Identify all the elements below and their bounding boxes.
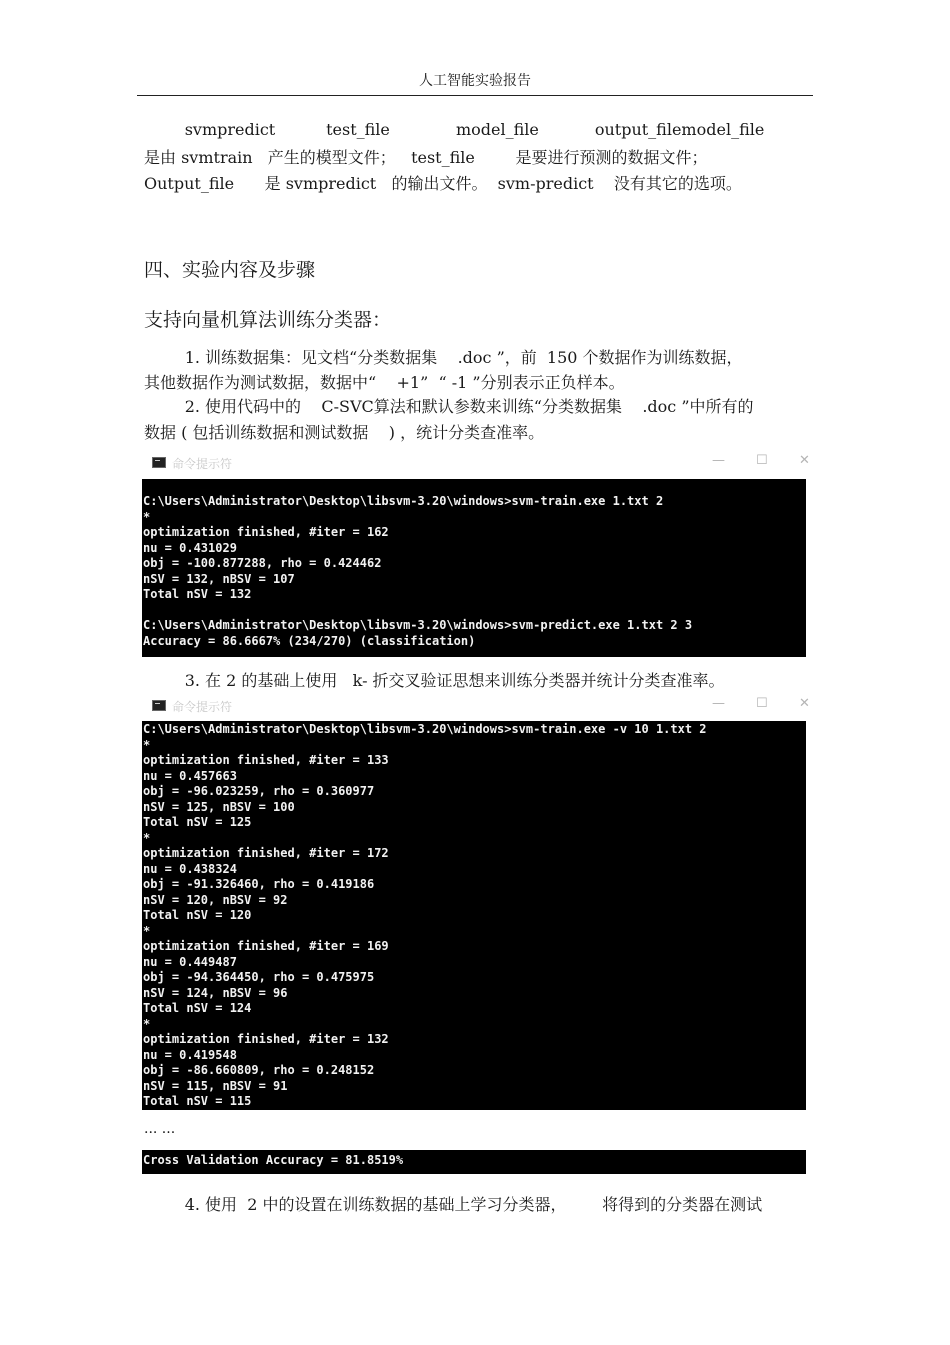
step-2-line-2: 数据 ( 包括训练数据和测试数据 ) ，统计分类查准率。	[144, 423, 545, 442]
console-line: Total nSV = 132	[143, 587, 252, 601]
console-output-train-predict	[142, 479, 806, 657]
console-line: obj = -91.326460, rho = 0.419186	[143, 877, 375, 891]
step-1-line-2: 其他数据作为测试数据，数据中“ +1” “ -1 ”分别表示正负样本。	[144, 373, 625, 392]
console-line: nu = 0.419548	[143, 1047, 237, 1062]
window-title: 命令提示符	[172, 700, 233, 714]
maximize-icon[interactable]: ☐	[756, 696, 768, 711]
console-window-titlebar	[142, 451, 810, 477]
minimize-icon[interactable]: —	[712, 696, 725, 711]
console-line: optimization finished, #iter = 169	[143, 939, 389, 953]
command-prompt-icon	[152, 700, 166, 711]
console-line: Total nSV = 115	[143, 1094, 252, 1108]
section-subheading: 支持向量机算法训练分类器：	[144, 309, 392, 331]
console-line: C:\Users\Administrator\Desktop\libsvm-3.20\windows>svm-predict.exe 1.txt 2 3	[143, 618, 693, 632]
console-line: *	[143, 830, 151, 845]
close-icon[interactable]: ✕	[799, 696, 810, 711]
console-line: obj = -100.877288, rho = 0.424462	[143, 556, 382, 570]
console-line: nSV = 120, nBSV = 92	[143, 892, 288, 907]
intro-line-2: 是由 svmtrain 产生的模型文件； test_file 是要进行预测的数据文件；	[144, 148, 708, 167]
intro-line-1: svmpredict test_file model_file output_filemodel_file	[144, 120, 765, 139]
console-line: *	[143, 737, 151, 752]
console-line: nSV = 132, nBSV = 107	[143, 571, 295, 586]
page-header: 人工智能实验报告	[419, 73, 531, 89]
console-line: nSV = 125, nBSV = 100	[143, 799, 295, 814]
command-prompt-icon	[152, 457, 166, 468]
close-icon[interactable]: ✕	[799, 453, 810, 468]
header-rule	[137, 95, 813, 96]
console-line: Cross Validation Accuracy = 81.8519%	[143, 1153, 404, 1167]
console-line: nSV = 124, nBSV = 96	[143, 985, 288, 1000]
maximize-icon[interactable]: ☐	[756, 453, 768, 468]
ellipsis: ... ...	[144, 1121, 176, 1137]
console-line: C:\Users\Administrator\Desktop\libsvm-3.20\windows>svm-train.exe 1.txt 2	[143, 494, 664, 508]
console-line: *	[143, 923, 151, 938]
console-line: Total nSV = 124	[143, 1001, 252, 1015]
console-line	[143, 603, 806, 619]
console-line: optimization finished, #iter = 172	[143, 846, 389, 860]
console-line: nu = 0.457663	[143, 768, 237, 783]
window-title: 命令提示符	[172, 457, 233, 471]
step-1-line-1: 1. 训练数据集：见文档“分类数据集 .doc ”，前 150 个数据作为训练数据，	[144, 348, 743, 367]
console-line: obj = -86.660809, rho = 0.248152	[143, 1063, 375, 1077]
step-4: 4. 使用 2 中的设置在训练数据的基础上学习分类器， 将得到的分类器在测试	[144, 1195, 763, 1214]
console-line: Total nSV = 120	[143, 908, 252, 922]
console-line: obj = -96.023259, rho = 0.360977	[143, 784, 375, 798]
console-line: nSV = 115, nBSV = 91	[143, 1078, 288, 1093]
console-line: Total nSV = 125	[143, 815, 252, 829]
console-line: *	[143, 1016, 151, 1031]
section-heading: 四、实验内容及步骤	[144, 259, 316, 281]
console-line: optimization finished, #iter = 162	[143, 525, 389, 539]
step-2-line-1: 2. 使用代码中的 C-SVC算法和默认参数来训练“分类数据集 .doc ”中所有的	[144, 397, 754, 416]
console-output-cross-validation	[142, 721, 806, 1110]
console-output-cv-accuracy	[142, 1150, 806, 1174]
minimize-icon[interactable]: —	[712, 453, 725, 468]
step-3: 3. 在 2 的基础上使用 k- 折交叉验证思想来训练分类器并统计分类查准率。	[144, 671, 725, 690]
console-line: Accuracy = 86.6667% (234/270) (classification)	[143, 633, 476, 648]
console-window-titlebar	[142, 694, 810, 720]
console-line: *	[143, 509, 151, 524]
intro-line-3: Output_file 是 svmpredict 的输出文件。 svm-predict 没有其它的选项。	[144, 174, 742, 193]
console-line: nu = 0.431029	[143, 540, 237, 555]
console-line: nu = 0.449487	[143, 954, 237, 969]
console-line: obj = -94.364450, rho = 0.475975	[143, 970, 375, 984]
console-line: optimization finished, #iter = 132	[143, 1032, 389, 1046]
console-line: optimization finished, #iter = 133	[143, 753, 389, 767]
console-line: C:\Users\Administrator\Desktop\libsvm-3.20\windows>svm-train.exe -v 10 1.txt 2	[143, 722, 707, 736]
console-line: nu = 0.438324	[143, 861, 237, 876]
